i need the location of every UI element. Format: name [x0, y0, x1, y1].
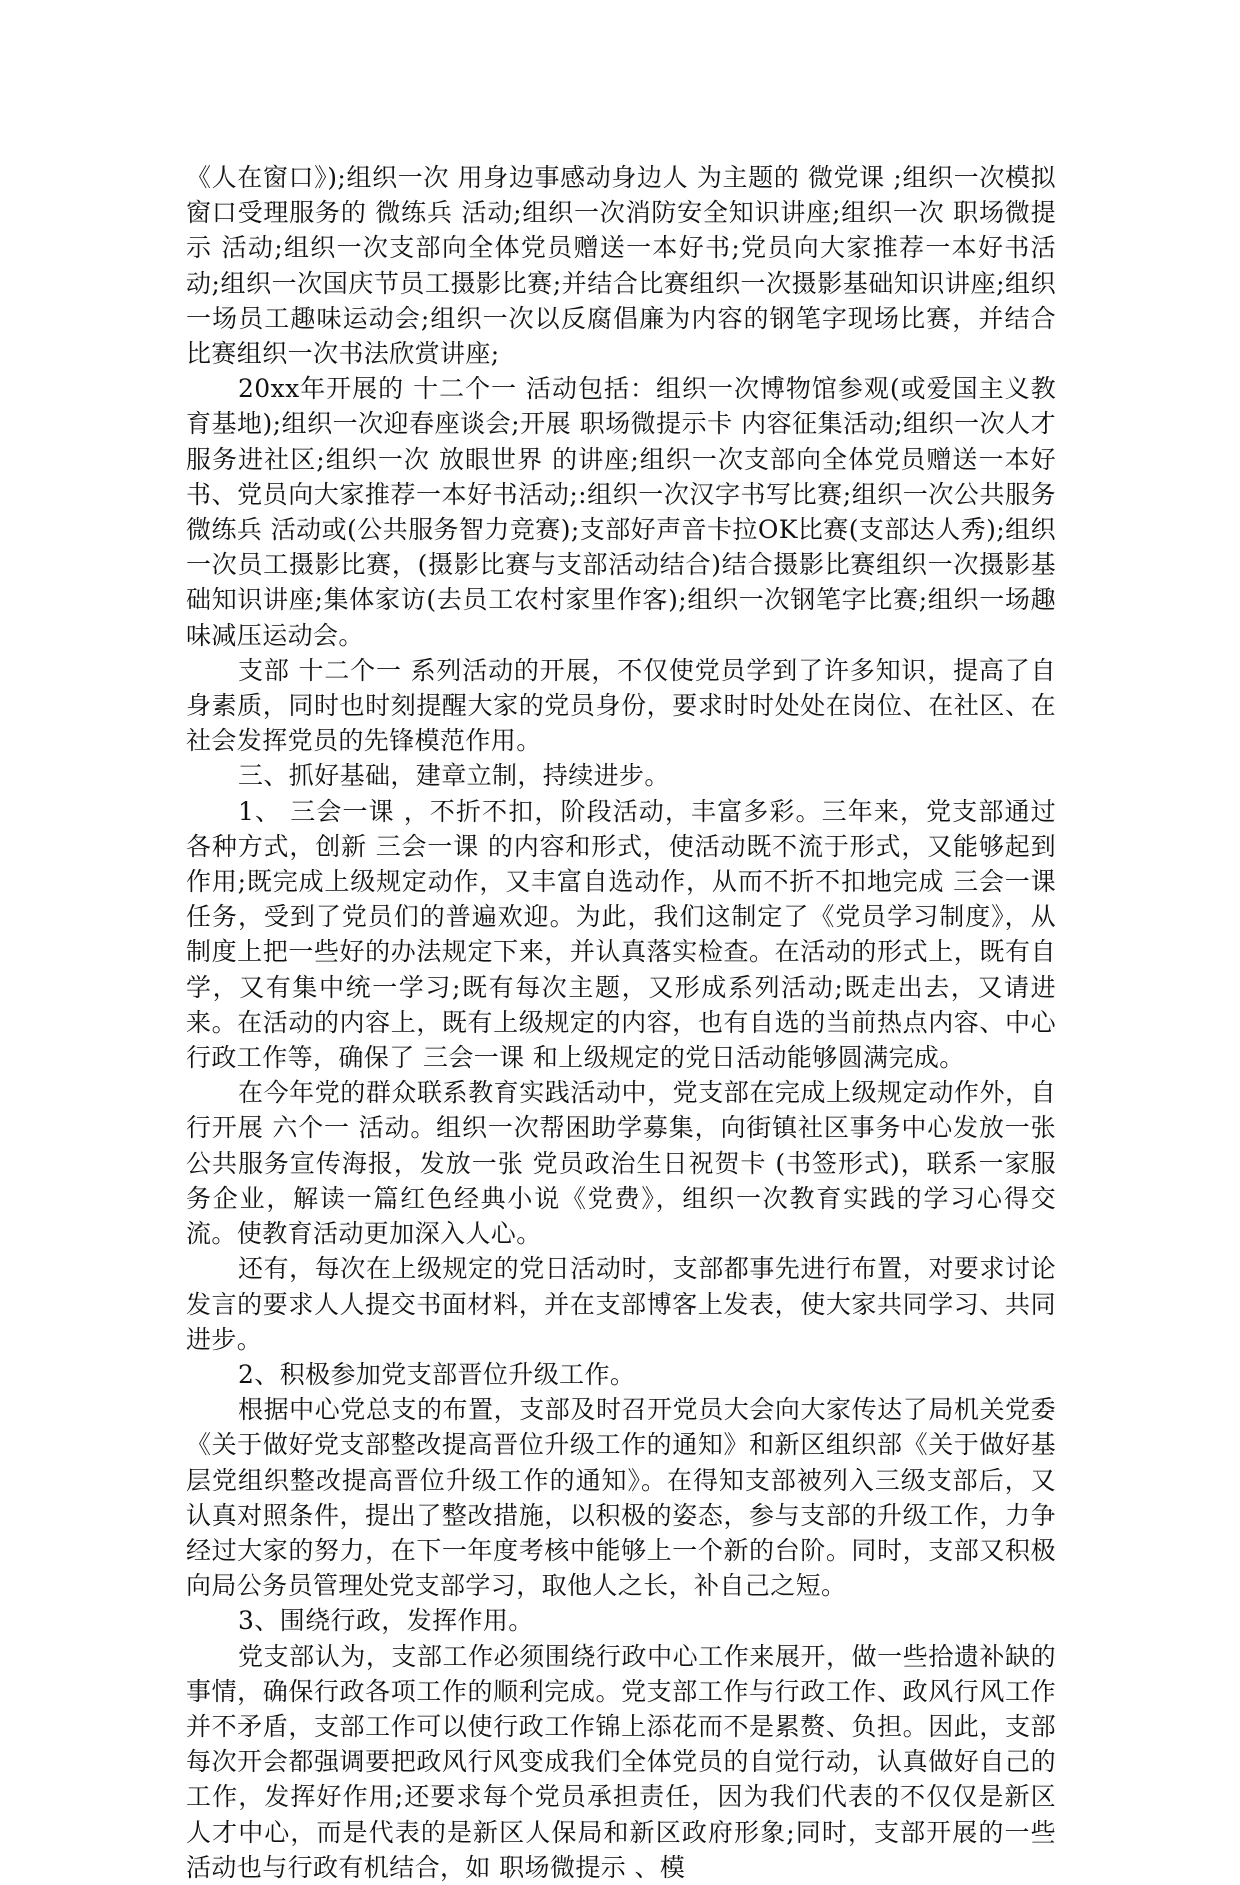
paragraph-3: 支部 十二个一 系列活动的开展，不仅使党员学到了许多知识，提高了自身素质，同时也时刻提醒大家的党员身份，要求时时处处在岗位、在社区、在社会发挥党员的先锋模范作用。 [186, 655, 1056, 756]
paragraph-6: 在今年党的群众联系教育实践活动中，党支部在完成上级规定动作外，自行开展 六个一 活动。组织一次帮困助学募集，向街镇社区事务中心发放一张公共服务宣传海报，发放一张 党员政治生日祝贺卡 (书签形式)，联系一家服务企业，解读一篇红色经典小说《党费》，组织一次教育实践的学习心得交流。使教育活动更加深入人心。 [186, 1078, 1056, 1249]
section-heading-3: 三、抓好基础，建章立制，持续进步。 [238, 761, 670, 791]
subheading-2: 2、积极参加党支部晋位升级工作。 [238, 1359, 636, 1389]
paragraph-7: 还有，每次在上级规定的党日活动时，支部都事先进行布置，对要求讨论发言的要求人人提交书面材料，并在支部博客上发表，使大家共同学习、共同进步。 [186, 1254, 1056, 1354]
paragraph-2: 20xx年开展的 十二个一 活动包括：组织一次博物馆参观(或爱国主义教育基地);组织一次迎春座谈会;开展 职场微提示卡 内容征集活动;组织一次人才服务进社区;组织一次 放眼世界 的讲座;组织一次支部向全体党员赠送一本好书、党员向大家推荐一本好书活动;:组织一次汉字书写比赛;组织一次公共服务 微练兵 活动或(公共服务智力竞赛);支部好声音卡拉OK比赛(支部达人秀);组织一次员工摄影比赛，(摄影比赛与支部活动结合)结合摄影比赛组织一次摄影基础知识讲座;集体家访(去员工农村家里作客);组织一次钢笔字比赛;组织一场趣味减压运动会。 [186, 374, 1056, 650]
paragraph-1: 《人在窗口》);组织一次 用身边事感动身边人 为主题的 微党课 ;组织一次模拟窗口受理服务的 微练兵 活动;组织一次消防安全知识讲座;组织一次 职场微提示 活动;组织一次支部向全体党员赠送一本好书;党员向大家推荐一本好书活动;组织一次国庆节员工摄影比赛;并结合比赛组织一次摄影基础知识讲座;组织一场员工趣味运动会;组织一次以反腐倡廉为内容的钢笔字现场比赛，并结合比赛组织一次书法欣赏讲座; [186, 163, 1056, 369]
document-body [186, 160, 1056, 1885]
paragraph-9: 根据中心党总支的布置，支部及时召开党员大会向大家传达了局机关党委《关于做好党支部整改提高晋位升级工作的通知》和新区组织部《关于做好基层党组织整改提高晋位升级工作的通知》。在得知支部被列入三级支部后，又认真对照条件，提出了整改措施，以积极的姿态，参与支部的升级工作，力争经过大家的努力，在下一年度考核中能够上一个新的台阶。同时，支部又积极向局公务员管理处党支部学习，取他人之长，补自己之短。 [186, 1395, 1056, 1601]
paragraph-11: 党支部认为，支部工作必须围绕行政中心工作来展开，做一些拾遗补缺的事情，确保行政各项工作的顺利完成。党支部工作与行政工作、政风行风工作并不矛盾，支部工作可以使行政工作锦上添花而不是累赘、负担。因此，支部每次开会都强调要把政风行风变成我们全体党员的自觉行动，认真做好自己的工作，发挥好作用;还要求每个党员承担责任，因为我们代表的不仅仅是新区人才中心，而是代表的是新区人保局和新区政府形象;同时，支部开展的一些活动也与行政有机结合，如 职场微提示 、模 [186, 1641, 1056, 1882]
subheading-3: 3、围绕行政，发挥作用。 [238, 1606, 534, 1636]
paragraph-5: 1、 三会一课 ，不折不扣，阶段活动，丰富多彩。三年来，党支部通过各种方式，创新 三会一课 的内容和形式，使活动既不流于形式，又能够起到作用;既完成上级规定动作，又丰富自选动作，从而不折不扣地完成 三会一课 任务，受到了党员们的普遍欢迎。为此，我们这制定了《党员学习制度》，从制度上把一些好的办法规定下来，并认真落实检查。在活动的形式上，既有自学，又有集中统一学习;既有每次主题，又形成系列活动;既走出去，又请进来。在活动的内容上，既有上级规定的内容，也有自选的当前热点内容、中心行政工作等，确保了 三会一课 和上级规定的党日活动能够圆满完成。 [186, 796, 1056, 1073]
